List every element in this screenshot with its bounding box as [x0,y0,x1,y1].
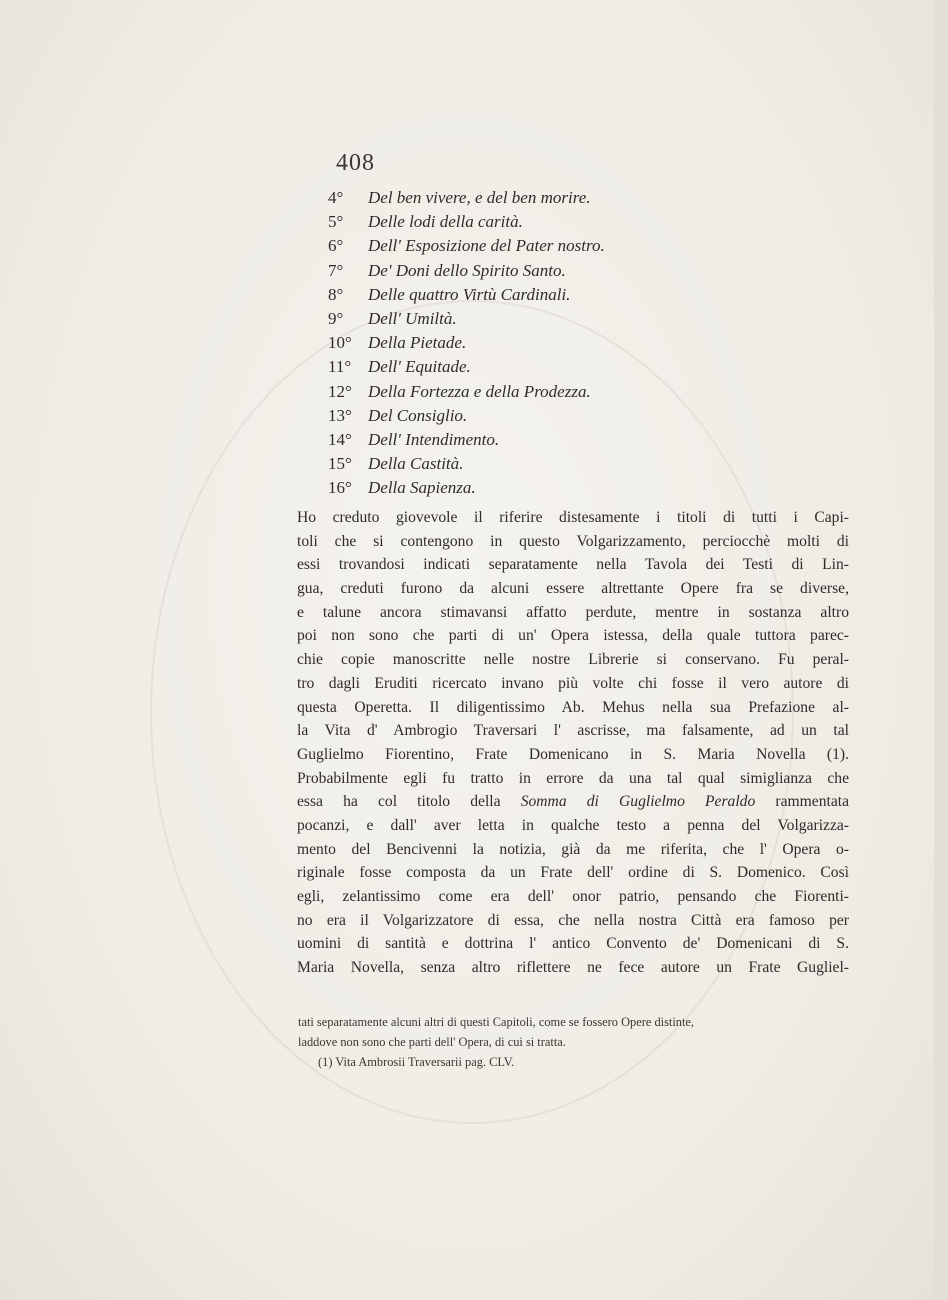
text-line: mento del Bencivenni la notizia, già da me riferita, che l' Opera o- [297,840,849,858]
chapter-number: 12° [328,381,352,401]
list-item [328,234,808,258]
chapter-number: 13° [328,405,352,425]
text-line: tro dagli Eruditi ricercato invano più volte chi fosse il vero autore di [297,674,849,692]
list-item [328,476,808,500]
text-line: Maria Novella, senza altro riflettere ne fece autore un Frate Gugliel- [297,959,849,977]
list-item [328,452,808,476]
list-item [328,404,808,428]
text-line: toli che si contengono in questo Volgarizzamento, perciocchè molti di [297,532,849,550]
list-item [328,210,808,234]
list-item [328,380,808,404]
chapter-number: 4° [328,188,344,207]
chapter-number: 8° [328,284,344,304]
footnotes [298,1012,858,1072]
chapter-title: Del Consiglio. [368,405,468,425]
text-line: la Vita d' Ambrogio Traversari l' ascrisse, ma falsamente, ad un tal [297,722,849,740]
text-line: uomini di santità e dottrina l' antico Convento de' Domenicani di S. [297,935,849,953]
list-item [328,307,808,331]
chapter-number: 11° [328,357,352,377]
text-line [297,790,849,814]
chapter-number: 14° [328,429,352,449]
text-line: egli, zelantissimo come era dell' onor patrio, pensando che Fiorenti- [297,888,849,905]
text-line: Ho creduto giovevole il riferire distesamente i titoli di tutti i Capi- [297,509,849,526]
text-line: questa Operetta. Il diligentissimo Ab. Mehus nella sua Prefazione al- [297,698,849,716]
chapter-number: 7° [328,260,344,280]
text-line: no era il Volgarizzatore di essa, che nella nostra Città era famoso per [297,911,849,929]
chapter-title: Delle quattro Virtù Cardinali. [368,284,571,304]
chapter-title: Della Sapienza. [368,478,476,498]
footnote-line: tati separatamente alcuni altri di questi Capitoli, come se fossero Opere distinte, [298,1015,695,1029]
list-item [328,331,808,355]
text-line: essi trovandosi indicati separatamente nella Tavola dei Testi di Lin- [297,556,849,574]
chapter-number: 9° [328,308,344,328]
footnote-line: laddove non sono che parti dell' Opera, di cui si tratta. [298,1035,566,1049]
chapter-title: Della Pietade. [368,333,467,353]
chapter-title: Della Castità. [368,454,464,474]
text-line: e talune ancora stimavansi affatto perdute, mentre in sostanza altro [297,603,849,621]
text-line: pocanzi, e dall' aver letta in qualche testo a penna del Volgarizza- [297,816,849,834]
list-item [328,283,808,307]
chapter-list [328,186,808,500]
list-item [328,428,808,452]
page-number: 408 [336,150,375,176]
list-item [328,186,808,210]
chapter-number: 15° [328,454,352,474]
chapter-number: 6° [328,236,344,256]
chapter-number: 5° [328,212,344,232]
chapter-title: Dell' Esposizione del Pater nostro. [368,236,605,256]
text-line: chie copie manoscritte nelle nostre Librerie si conservano. Fu peral- [297,651,849,669]
text-line: Probabilmente egli fu tratto in errore da una tal qual simiglianza che [297,769,849,787]
footnote-reference: (1) Vita Ambrosii Traversarii pag. CLV. [318,1055,515,1069]
text-segment: rammentata [755,793,850,811]
text-segment: essa ha col titolo della [297,793,521,811]
list-item [328,355,808,379]
chapter-number: 16° [328,478,352,498]
chapter-number: 10° [328,333,352,353]
chapter-title: Della Fortezza e della Prodezza. [368,381,591,401]
text-line: poi non sono che parti di un' Opera istessa, della quale tuttora parec- [297,627,849,645]
text-line: Guglielmo Fiorentino, Frate Domenicano in S. Maria Novella (1). [297,745,849,763]
book-title: Somma di Guglielmo Peraldo [520,793,756,811]
chapter-title: Del ben vivere, e del ben morire. [368,188,591,207]
chapter-title: Delle lodi della carità. [368,212,523,232]
list-item [328,259,808,283]
text-line: riginale fosse composta da un Frate dell' ordine di S. Domenico. Così [297,864,849,882]
chapter-title: Dell' Umiltà. [368,308,457,328]
body-paragraph [297,506,849,980]
chapter-title: Dell' Equitade. [368,357,471,377]
chapter-title: De' Doni dello Spirito Santo. [368,260,566,280]
chapter-title: Dell' Intendimento. [368,429,500,449]
text-line: gua, creduti furono da alcuni essere altrettante Opere fra se diverse, [297,580,849,598]
